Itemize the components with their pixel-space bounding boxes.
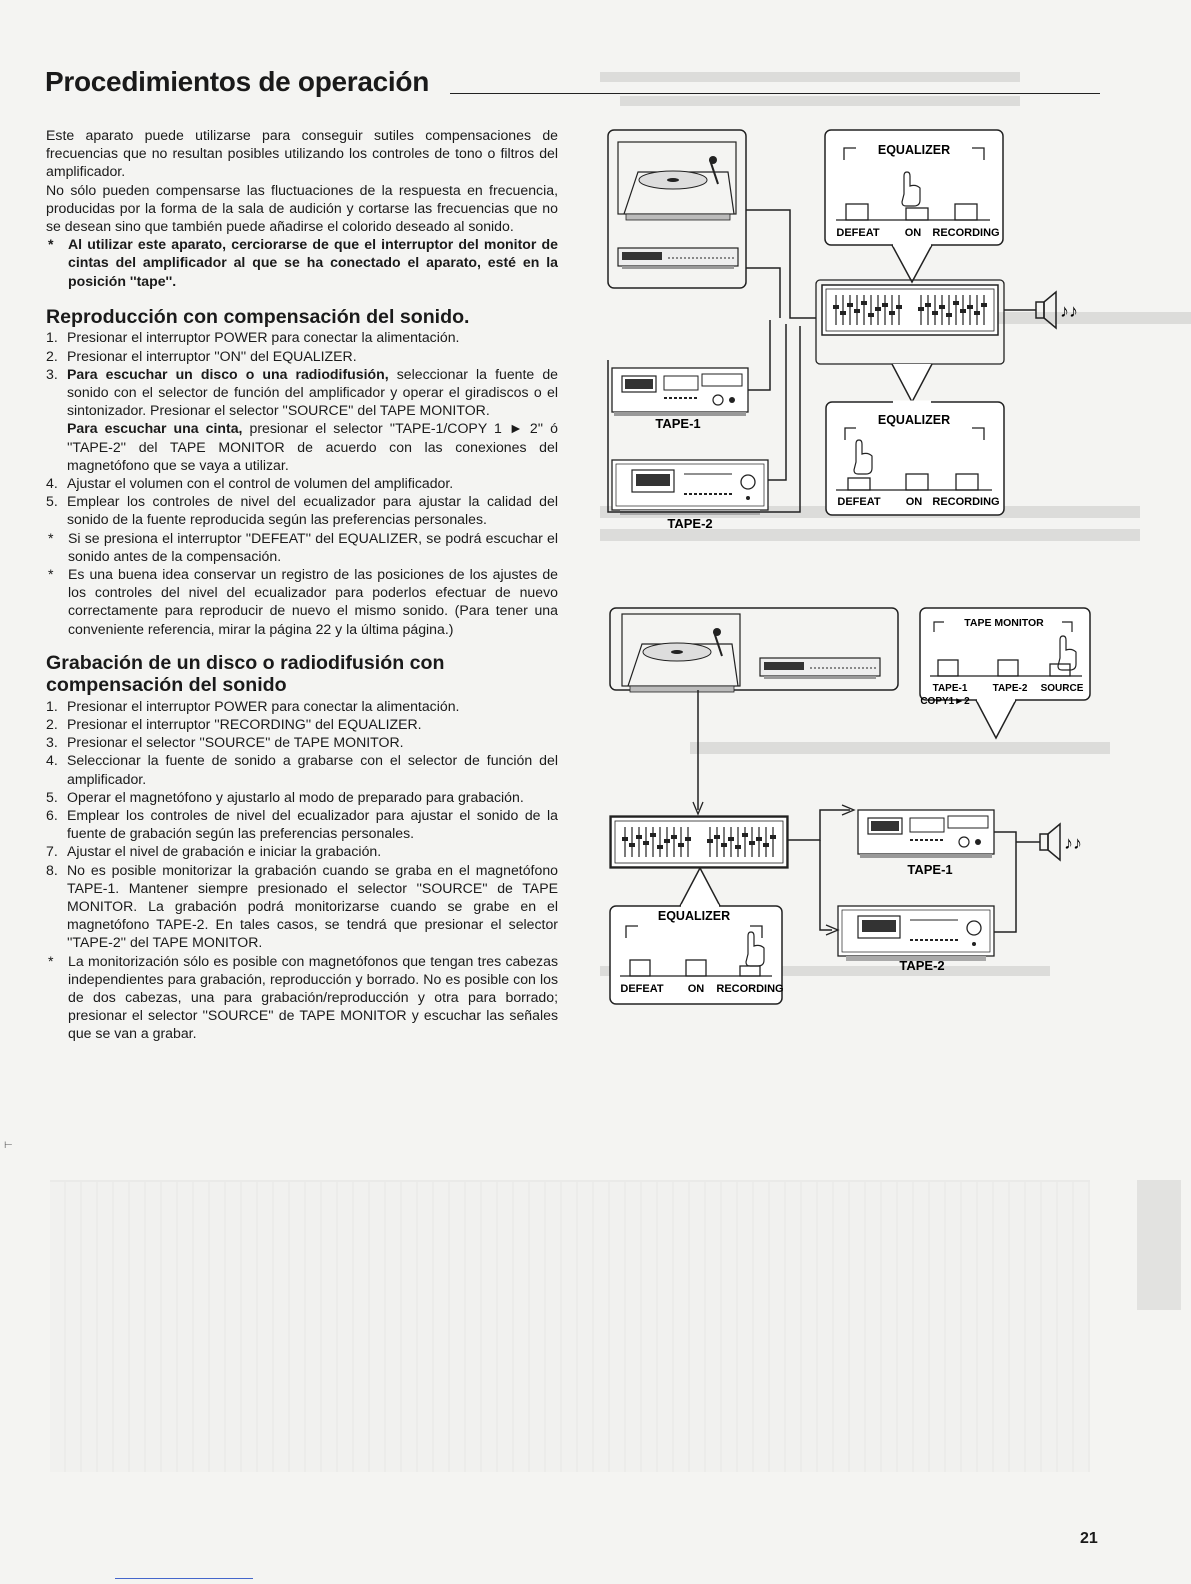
connection-line (788, 810, 850, 840)
on-label: ON (905, 496, 923, 508)
copy-label: COPY1►2 (920, 696, 970, 707)
turntable-icon (618, 142, 736, 220)
on-label: ON (687, 983, 705, 995)
list-item (46, 715, 558, 733)
note-star: * (48, 565, 54, 582)
step-number: 8. (46, 861, 58, 878)
intro-paragraph: No sólo pueden compensarse las fluctuaciones de la respuesta en frecuencia, producidas por la forma de la sala de audición y cortarse las frecuencias que no se desean sino que también puede añadirse el colorido deseado al sonido. (46, 181, 558, 235)
tuner-icon (618, 248, 738, 269)
recording-label: RECORDING (716, 983, 784, 995)
list-item (46, 751, 558, 787)
defeat-label: DEFEAT (837, 496, 881, 508)
list-item (46, 474, 558, 492)
step-text: Ajustar el volumen con el control de volumen del amplificador. (67, 474, 454, 491)
step-number: 6. (46, 807, 58, 823)
list-item (46, 492, 558, 528)
tape-monitor-callout (920, 608, 1090, 738)
list-item (46, 842, 558, 860)
bleed-line (600, 72, 1020, 82)
page-title: Procedimientos de operación (45, 66, 429, 97)
step-text: Operar el magnetófono y ajustarlo al modo de preparado para grabación. (67, 788, 524, 805)
step-number: 4. (46, 474, 58, 491)
connection-diagram (600, 120, 1120, 1020)
connection-line (748, 320, 770, 390)
connection-line (820, 840, 832, 930)
connection-line (746, 210, 816, 318)
step-text: Emplear los controles de nivel del ecualizador para ajustar la calidad del sonido de la fuente reproducida según las preferencias personales. (67, 493, 558, 528)
equalizer-unit-icon (822, 285, 998, 335)
equalizer-callout-recording (610, 868, 784, 1004)
bleed-line (620, 96, 1020, 106)
recording-label: RECORDING (932, 227, 1000, 239)
step-number: 1. (46, 697, 58, 714)
margin-mark: ⊢ (4, 1140, 13, 1151)
page-number: 21 (1080, 1530, 1098, 1547)
step-text: Presionar el interruptor ''RECORDING'' del EQUALIZER. (67, 715, 422, 732)
step-number: 1. (46, 329, 58, 346)
note-star: * (48, 529, 54, 546)
note (46, 952, 558, 1043)
title-rule (450, 93, 1100, 94)
note-text: Si se presiona el interruptor ''DEFEAT'' del EQUALIZER, se podrá escuchar el sonido antes de la compensación. (68, 529, 558, 564)
step-text: Emplear los controles de nivel del ecualizador para ajustar el sonido de la fuente de grabación según las preferencias personales. (67, 807, 558, 842)
list-item (46, 347, 558, 365)
tape-deck-2-icon (612, 460, 768, 515)
connection-line (746, 268, 780, 318)
tuner-icon (760, 658, 880, 679)
section-heading: Reproducción con compensación del sonido. (46, 305, 470, 328)
speaker-icon (1040, 824, 1060, 860)
list-item (46, 365, 558, 420)
list-item (46, 806, 558, 842)
section-heading (46, 652, 558, 697)
step-number: 2. (46, 715, 58, 732)
on-label: ON (904, 227, 922, 239)
equalizer-callout-defeat (826, 364, 1004, 515)
equalizer-callout (825, 130, 1003, 282)
step-text: Presionar el interruptor POWER para conectar la alimentación. (67, 329, 460, 346)
step-bold: Para escuchar una cinta, (67, 420, 243, 437)
tape2-select-label: TAPE-2 (992, 683, 1028, 694)
equalizer-label: EQUALIZER (657, 909, 731, 923)
step-text: Ajustar el nivel de grabación e iniciar la grabación. (67, 843, 382, 860)
note-star: * (48, 236, 54, 253)
tape1-label: TAPE-1 (907, 862, 953, 877)
tape1-copy-label: TAPE-1 (932, 683, 968, 694)
step-number: 5. (46, 493, 58, 510)
connection-line (994, 832, 1016, 932)
step-number: 3. (46, 734, 58, 751)
step-text: No es posible monitorizar la grabación cuando se graba en el magnetófono TAPE-1. Mantener siempre presionado el selector ''SOURCE'' de TAPE MONITOR. La grabación podrá monitorizarse cuando se grabe en el magnetófono TAPE-2. En tales casos, se tendrá que presionar el selector ''TAPE-2'' del TAPE MONITOR. (67, 861, 558, 951)
tape1-label: TAPE-1 (655, 416, 701, 431)
defeat-label: DEFEAT (836, 227, 880, 239)
turntable-icon (622, 614, 740, 692)
note-text: La monitorización sólo es posible con magnetófonos que tengan tres cabezas independientes para grabación, reproducción y borrado. No es posible con los de dos cabezas, una para grabación/reproducción y otra para borrado; presionar el selector ''SOURCE'' de TAPE MONITOR y escuchar las señales que se van a grabar. (68, 952, 558, 1042)
music-note-icon: ♪♪ (1060, 301, 1078, 321)
note (46, 529, 558, 565)
step-text: presionar el selector ''TAPE-1/COPY 1 ► 2'' ó ''TAPE-2'' del TAPE MONITOR de acuerdo con las conexiones del magnetófono que se vaya a utilizar. (67, 420, 558, 473)
equalizer-label: EQUALIZER (877, 413, 951, 427)
speaker-icon (1036, 292, 1056, 328)
tape-monitor-label: TAPE MONITOR (964, 617, 1044, 629)
list-item (46, 697, 558, 715)
step-number: 3. (46, 365, 58, 382)
step-list (46, 328, 558, 419)
list-item (46, 733, 558, 751)
equalizer-label: EQUALIZER (877, 143, 951, 157)
intro-paragraph: Este aparato puede utilizarse para conseguir sutiles compensaciones de frecuencias que no resultan posibles utilizando los controles de tono o filtros del amplificador. (46, 127, 558, 180)
step-text: Presionar el selector ''SOURCE'' de TAPE MONITOR. (67, 734, 404, 751)
note-text: Es una buena idea conservar un registro de las posiciones de los ajustes de los controles del nivel del ecualizador para poderlos efectuar de nuevo correctamente para reproducir de nuevo el mismo sonido. (Para tener una conveniente referencia, mirar la página 22 y la última página.) (68, 565, 558, 637)
recording-label: RECORDING (932, 496, 1000, 508)
bleed-chart (50, 1180, 1090, 1472)
step-number: 2. (46, 347, 58, 364)
note-star: * (48, 952, 54, 969)
list-item (46, 861, 558, 952)
bleed-tab (1137, 1180, 1181, 1310)
equalizer-unit-icon (611, 817, 787, 867)
text-column (46, 126, 558, 1043)
step-continuation (46, 419, 558, 474)
step-text: Presionar el interruptor POWER para conectar la alimentación. (67, 697, 460, 714)
step-text: Seleccionar la fuente de sonido a grabarse con el selector de función del amplificador. (67, 752, 558, 787)
list-item (46, 328, 558, 346)
step-number: 4. (46, 752, 58, 769)
intro-note (46, 235, 558, 290)
heading-line: compensación del sonido (46, 674, 287, 697)
tape-deck-2-icon (838, 906, 994, 961)
tape2-label: TAPE-2 (667, 516, 713, 531)
tape-deck-1-icon (612, 368, 748, 416)
footer-rule (115, 1578, 253, 1579)
defeat-label: DEFEAT (620, 983, 664, 995)
step-list (46, 474, 558, 529)
tape2-label: TAPE-2 (899, 958, 945, 973)
step-list (46, 697, 558, 952)
step-number: 7. (46, 843, 58, 860)
step-number: 5. (46, 788, 58, 805)
step-text: Presionar el interruptor ''ON'' del EQUALIZER. (67, 347, 357, 364)
list-item (46, 788, 558, 806)
note (46, 565, 558, 638)
music-note-icon: ♪♪ (1064, 833, 1082, 853)
step-bold: Para escuchar un disco o una radiodifusión, (67, 365, 389, 382)
source-label: SOURCE (1040, 683, 1084, 694)
note-text: Al utilizar este aparato, cerciorarse de que el interruptor del monitor de cintas del amplificador al que se ha conectado el aparato, esté en la posición ''tape''. (68, 236, 558, 289)
step-text: seleccionar la fuente de sonido con el selector de función del amplificador y operar el giradiscos o el sintonizador. Presionar el selector ''SOURCE'' del TAPE MONITOR. (67, 365, 558, 419)
heading-line: Grabación de un disco o radiodifusión con (46, 651, 445, 674)
tape-deck-1-icon (858, 810, 994, 858)
